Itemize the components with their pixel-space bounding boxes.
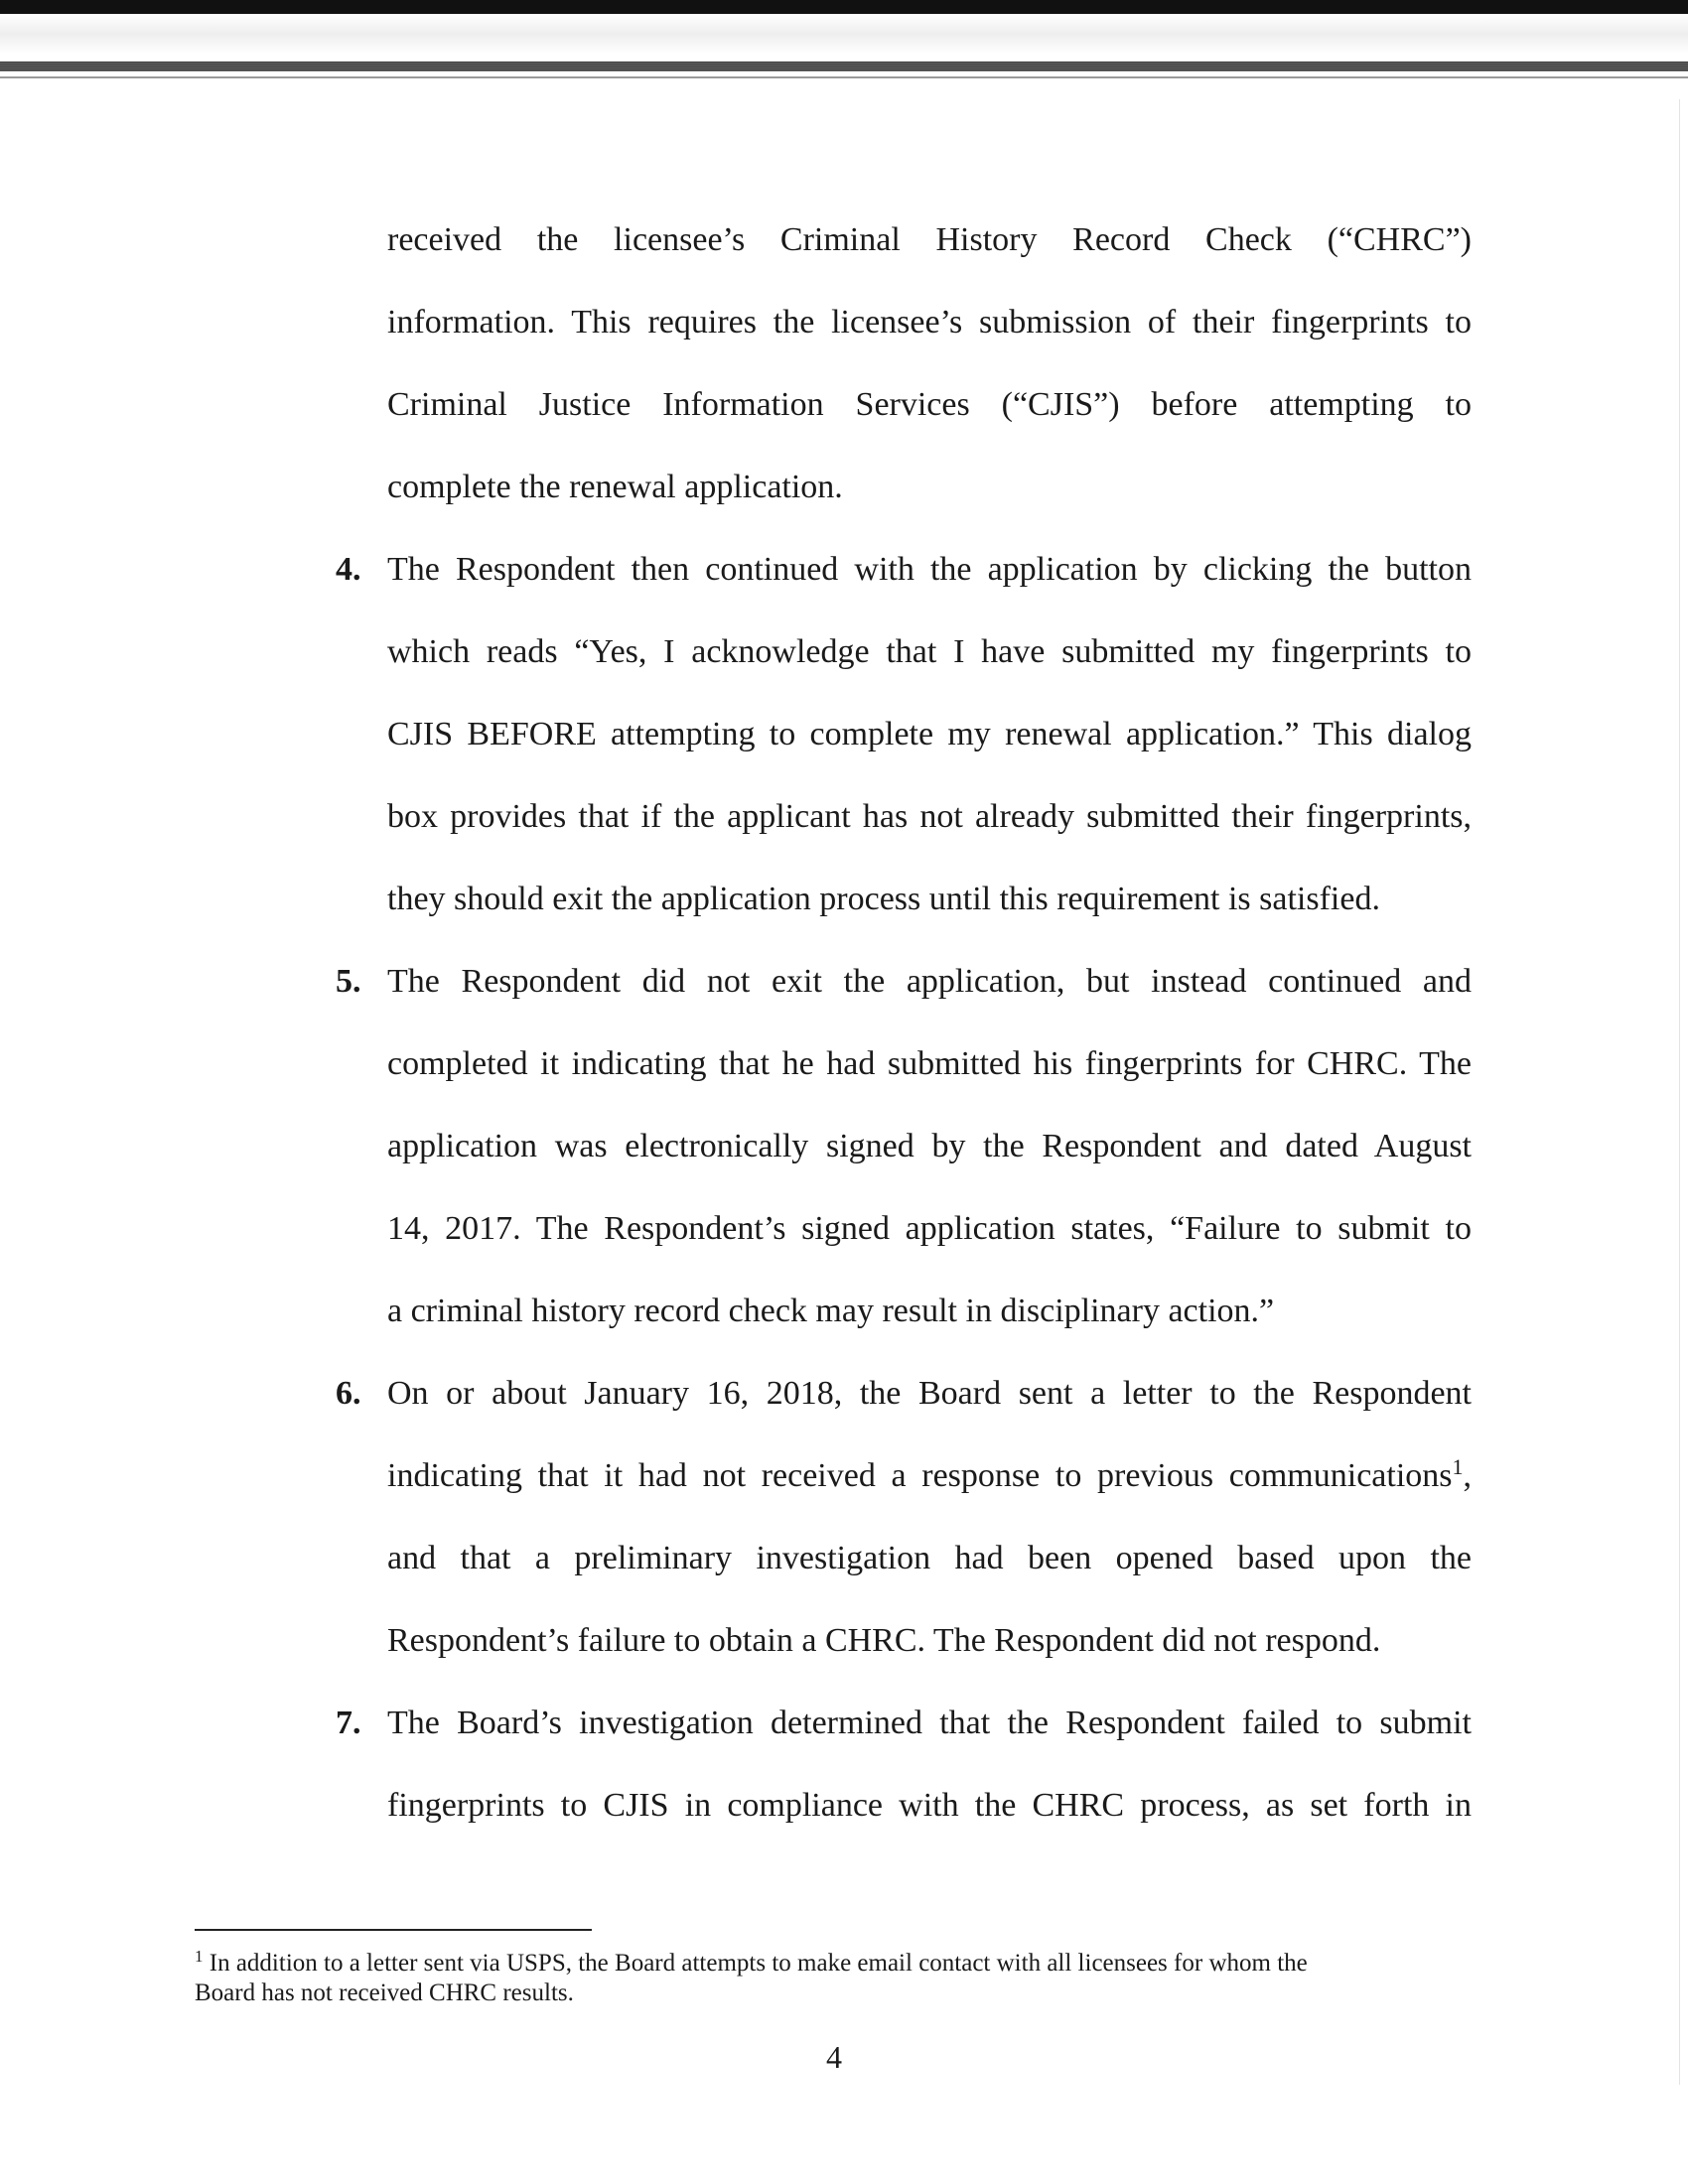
text-line: application was electronically signed by the Respondent and dated August — [387, 1128, 1472, 1164]
text-line: information. This requires the licensee’s submission of their fingerprints to — [387, 304, 1472, 341]
line-suffix: , — [1463, 1457, 1472, 1494]
text-line: The Respondent did not exit the application, but instead continued and — [387, 963, 1472, 1000]
footnote-line: Board has not received CHRC results. — [195, 1979, 574, 2006]
footnote-line — [195, 1947, 1436, 1978]
text-line: CJIS BEFORE attempting to complete my renewal application.” This dialog — [387, 716, 1472, 752]
scan-header-line — [0, 76, 1688, 78]
text-line: On or about January 16, 2018, the Board sent a letter to the Respondent — [387, 1375, 1472, 1412]
text-line: Criminal Justice Information Services (“CJIS”) before attempting to — [387, 386, 1472, 423]
line-text: indicating that it had not received a response to previous communications — [387, 1457, 1453, 1494]
text-line: Respondent’s failure to obtain a CHRC. The Respondent did not respond. — [387, 1622, 1381, 1659]
text-line: 14, 2017. The Respondent’s signed application states, “Failure to submit to — [387, 1210, 1472, 1247]
scan-right-edge — [1679, 99, 1680, 2085]
footnote-reference: 1 — [1452, 1454, 1464, 1479]
paragraph-number: 5. — [336, 963, 361, 1000]
text-line: they should exit the application process until this requirement is satisfied. — [387, 881, 1380, 917]
footnote-text: In addition to a letter sent via USPS, the Board attempts to make email contact with all licensees for whom the — [203, 1950, 1308, 1977]
scan-header-strip — [0, 14, 1688, 62]
text-line: The Respondent then continued with the application by clicking the button — [387, 551, 1472, 588]
paragraph-number: 6. — [336, 1375, 361, 1412]
text-line: fingerprints to CJIS in compliance with the CHRC process, as set forth in — [387, 1787, 1472, 1824]
footnote-divider — [195, 1929, 592, 1931]
footnote-marker: 1 — [195, 1947, 204, 1966]
text-line: box provides that if the applicant has not already submitted their fingerprints, — [387, 798, 1472, 835]
text-line: and that a preliminary investigation had been opened based upon the — [387, 1540, 1472, 1576]
text-line: a criminal history record check may result in disciplinary action.” — [387, 1293, 1275, 1329]
paragraph-number: 7. — [336, 1705, 361, 1741]
text-line: The Board’s investigation determined that the Respondent failed to submit — [387, 1705, 1472, 1741]
text-line: received the licensee’s Criminal History Record Check (“CHRC”) — [387, 221, 1472, 258]
text-line: completed it indicating that he had submitted his fingerprints for CHRC. The — [387, 1045, 1472, 1082]
text-line-with-footnote — [387, 1456, 1472, 1496]
paragraph-number: 4. — [336, 551, 361, 588]
text-line: complete the renewal application. — [387, 469, 843, 505]
scan-top-bar — [0, 0, 1688, 14]
scan-header-band — [0, 62, 1688, 71]
page-number: 4 — [826, 2039, 842, 2075]
text-line: which reads “Yes, I acknowledge that I have submitted my fingerprints to — [387, 633, 1472, 670]
